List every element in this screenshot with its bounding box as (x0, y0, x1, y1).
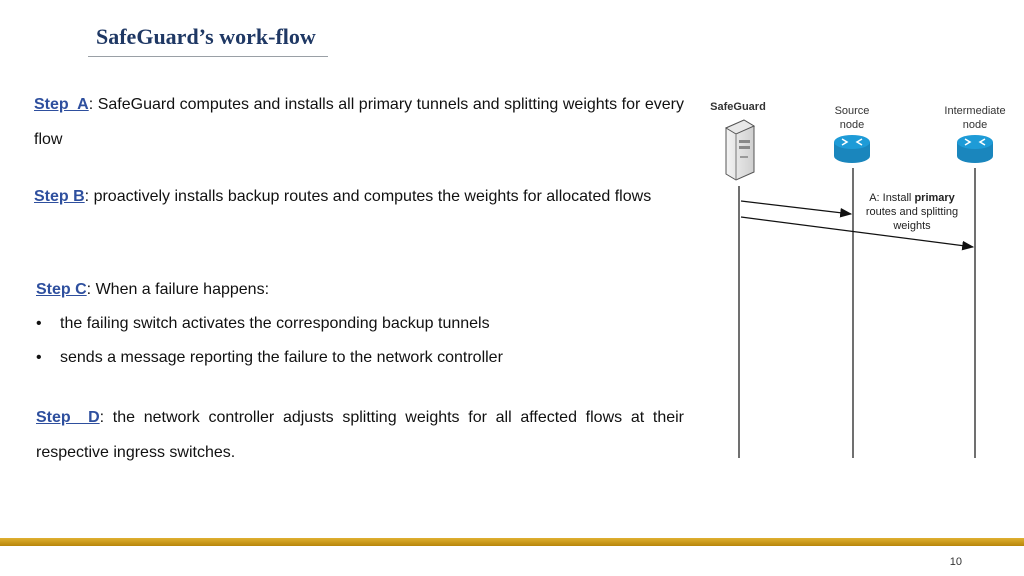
node-label-intermediate-line2: node (962, 119, 988, 131)
message-arrow-to-source (741, 201, 851, 214)
bullet-dot: • (36, 315, 42, 332)
node-label-source-line1: Source (834, 105, 870, 117)
step-b-paragraph (34, 179, 682, 214)
step-c-paragraph (36, 272, 676, 307)
step-d-label: Step D (36, 409, 100, 426)
annotation-bold: primary (914, 192, 955, 204)
annotation-prefix: A: Install (869, 192, 915, 204)
annotation-line3: weights (893, 220, 931, 232)
step-d-text: : the network controller adjusts splitting weights for all affected flows at their respective ingress switches. (36, 409, 685, 461)
bullet-dot: • (36, 349, 42, 366)
step-c-bullet-2 (36, 347, 503, 369)
node-label-intermediate-line1: Intermediate (944, 105, 1006, 117)
step-c-bullet-1 (36, 313, 490, 335)
page-number: 10 (949, 556, 962, 568)
step-b-text: : proactively installs backup routes and computes the weights for allocated flows (84, 188, 652, 205)
router-icon (957, 135, 993, 163)
node-label-source-line2: node (839, 119, 865, 131)
step-b-label: Step B (34, 188, 85, 205)
annotation-line2: routes and splitting (865, 206, 959, 218)
sequence-diagram (700, 90, 1024, 462)
step-c-text: : When a failure happens: (86, 281, 270, 298)
step-c-bullet-1-text: the failing switch activates the corresponding backup tunnels (60, 315, 490, 332)
footer-band (0, 538, 1024, 546)
step-d-paragraph (36, 400, 684, 470)
step-c-bullet-2-text: sends a message reporting the failure to the network controller (60, 349, 503, 366)
node-label-safeguard: SafeGuard (710, 101, 766, 113)
message-arrow-to-intermediate (741, 217, 973, 247)
router-icon (834, 135, 870, 163)
step-a-label: Step A (34, 96, 89, 113)
title-underline (88, 56, 328, 57)
annotation-line1 (869, 192, 955, 204)
step-a-paragraph (34, 87, 684, 157)
step-a-text: : SafeGuard computes and installs all primary tunnels and splitting weights for every flow (34, 96, 684, 148)
server-icon (726, 120, 754, 180)
step-c-label: Step C (36, 281, 87, 298)
slide-title: SafeGuard’s work-flow (96, 24, 316, 49)
